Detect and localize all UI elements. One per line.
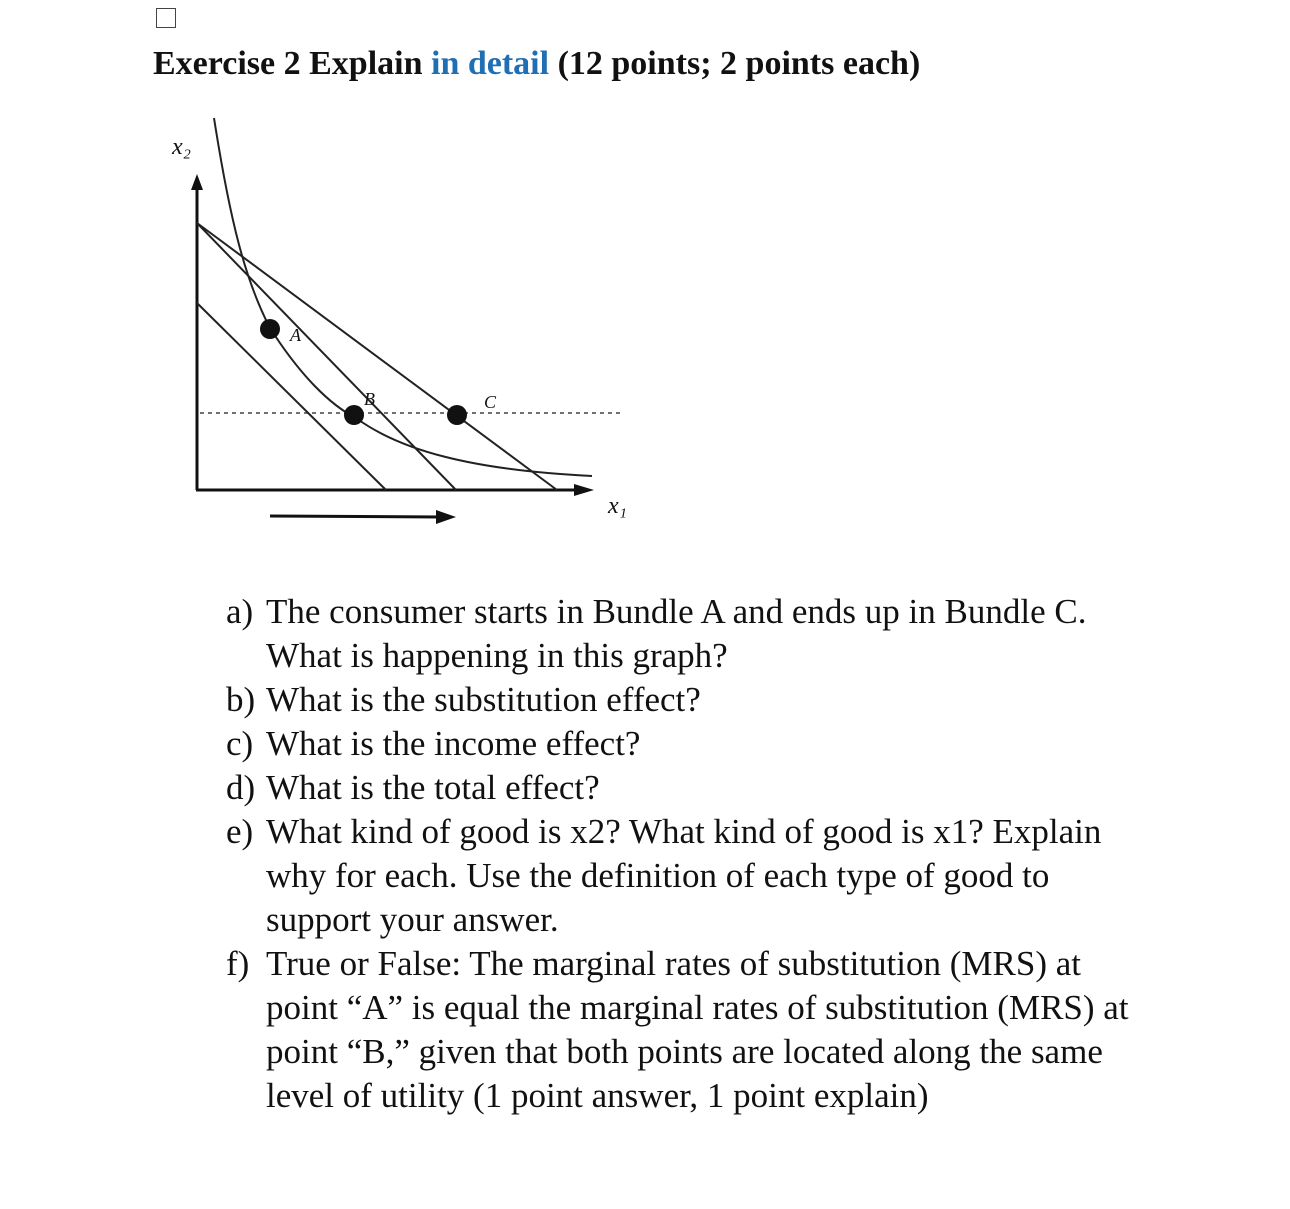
question-b	[226, 678, 1186, 722]
title-suffix: (12 points; 2 points each)	[549, 45, 921, 82]
question-e-marker: e)	[226, 812, 254, 851]
x-axis-label: x₁	[608, 493, 627, 519]
question-list	[226, 590, 1186, 1118]
question-c-marker: c)	[226, 724, 254, 763]
question-b-marker: b)	[226, 680, 256, 719]
question-a-text: The consumer starts in Bundle A and ends up in Bundle C. What is happening in this graph?	[266, 592, 1087, 675]
empty-checkbox-icon[interactable]	[156, 8, 176, 28]
question-d	[226, 766, 1186, 810]
question-a	[226, 590, 1186, 678]
title-accent: in detail	[431, 45, 550, 82]
question-d-text: What is the total effect?	[266, 768, 600, 807]
question-c-text: What is the income effect?	[266, 724, 641, 763]
title-prefix: Exercise 2 Explain	[153, 45, 431, 82]
question-e-text: What kind of good is x2? What kind of good is x1? Explain why for each. Use the definition of each type of good to support your answer.	[266, 812, 1102, 939]
compensated-budget-line	[197, 223, 456, 490]
x-axis-arrow-icon	[574, 484, 594, 496]
question-b-text: What is the substitution effect?	[266, 680, 701, 719]
exercise-title	[153, 44, 920, 84]
budget-constraint-graph	[150, 100, 670, 540]
question-f-text: True or False: The marginal rates of substitution (MRS) at point “A” is equal the marginal rates of substitution (MRS) at point “B,” given that both points are located along the same level of utility (1 point answer, 1 point explain)	[266, 944, 1129, 1115]
question-f-marker: f)	[226, 944, 250, 983]
point-a-marker	[260, 319, 280, 339]
question-c	[226, 722, 1186, 766]
shift-arrow-head-icon	[436, 510, 456, 524]
point-a-label: A	[290, 325, 301, 345]
question-a-marker: a)	[226, 592, 254, 631]
y-axis-label: x₂	[172, 134, 191, 160]
question-f	[226, 942, 1186, 1118]
point-c-marker	[447, 405, 467, 425]
question-d-marker: d)	[226, 768, 256, 807]
point-b-marker	[344, 405, 364, 425]
point-b-label: B	[364, 389, 375, 409]
y-axis-arrow-icon	[191, 174, 203, 190]
point-c-label: C	[484, 392, 497, 412]
indifference-curve	[214, 118, 592, 476]
question-e	[226, 810, 1186, 942]
shift-arrow	[270, 516, 440, 517]
